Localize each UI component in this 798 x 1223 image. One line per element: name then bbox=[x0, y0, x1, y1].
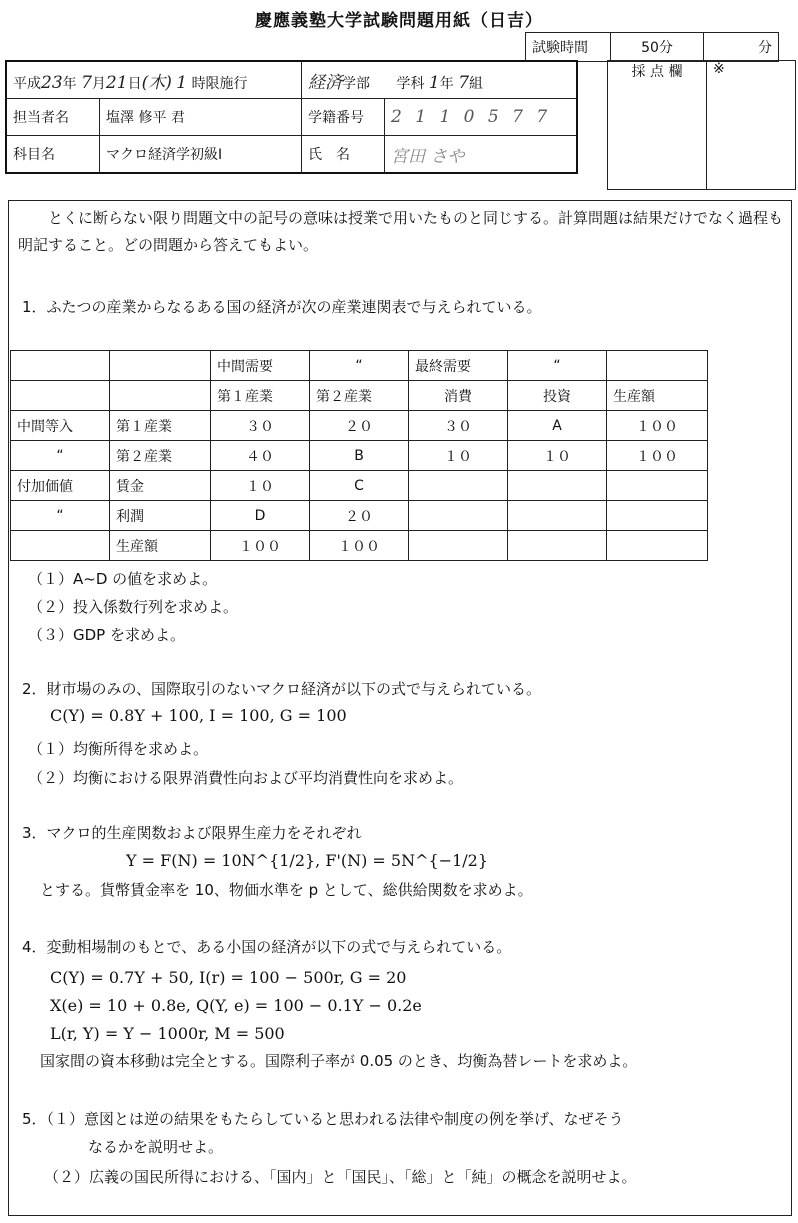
time-unit: 分 bbox=[704, 33, 779, 62]
name-handwritten: 宮田 さや bbox=[385, 136, 578, 174]
q4-tail: 国家間の資本移動は完全とする。国際利子率が 0.05 のとき、均衡為替レートを求めよ。 bbox=[40, 1052, 638, 1070]
table-row: 付加価値 賃金 １０ C bbox=[11, 471, 708, 501]
table-row: 生産額 １００ １００ bbox=[11, 531, 708, 561]
period-handwritten: 1 bbox=[176, 72, 188, 93]
student-no-handwritten: 2 1 1 0 5 7 7 bbox=[385, 99, 578, 136]
exam-time-box bbox=[525, 32, 779, 62]
q5-sub1: 5．（１）意図とは逆の結果をもたらしていると思われる法律や制度の例を挙げ、なぜそう bbox=[22, 1110, 624, 1128]
q4-text: 4．変動相場制のもとで、ある小国の経済が以下の式で与えられている。 bbox=[22, 938, 512, 956]
faculty-handwritten: 経済 bbox=[308, 72, 342, 93]
q3-equation: Y = F(N) = 10N^{1/2}, F'(N) = 5N^{−1/2} bbox=[126, 851, 489, 870]
weekday-handwritten: (木) bbox=[141, 72, 172, 93]
student-no-label: 学籍番号 bbox=[302, 99, 385, 136]
q5-sub2: （２）広義の国民所得における、「国内」と「国民」、「総」と「純」の概念を説明せよ。 bbox=[44, 1168, 637, 1186]
subject-label: 科目名 bbox=[6, 136, 100, 174]
q2-subquestions: （１）均衡所得を求めよ。 （２）均衡における限界消費性向および平均消費性向を求めよ。 bbox=[28, 740, 464, 787]
teacher-name: 塩澤 修平 君 bbox=[100, 99, 302, 136]
instructions: とくに断らない限り問題文中の記号の意味は授業で用いたものと同じする。計算問題は結果だけでなく過程も明記すること。どの問題から答えてもよい。 bbox=[18, 209, 784, 254]
class-handwritten: 7 bbox=[458, 72, 470, 93]
q2-equation: C(Y) = 0.8Y + 100, I = 100, G = 100 bbox=[50, 706, 347, 725]
io-table: 中間需要 “ 最終需要 “ 第１産業 第２産業 消費 投資 生産額 中間等入 第１産業 ３０ ２０ ３０ A １００ “ 第２産業 ４０ B １０ １０ １００ 付加価値 賃金 １０ C “ 利潤 D ２０ 生産額 １００ １００ bbox=[10, 350, 708, 561]
student-info-table bbox=[5, 60, 578, 174]
day-handwritten: 21 bbox=[105, 72, 128, 93]
date-cell: 平成23年 7月21日(木) 1 時限施行 bbox=[6, 61, 302, 99]
month-handwritten: 7 bbox=[81, 72, 92, 93]
table-row: “ 利潤 D ２０ bbox=[11, 501, 708, 531]
q1-text: 1．ふたつの産業からなるある国の経済が次の産業連関表で与えられている。 bbox=[22, 298, 542, 316]
page-title: 慶應義塾大学試験問題用紙（日吉） bbox=[255, 11, 543, 31]
name-label: 氏 名 bbox=[302, 136, 385, 174]
score-box bbox=[607, 60, 796, 190]
grade-handwritten: 1 bbox=[428, 72, 440, 93]
q5-sub1-cont: なるかを説明せよ。 bbox=[88, 1138, 224, 1156]
score-label: 採 点 欄 bbox=[608, 61, 707, 190]
score-mark: ※ bbox=[707, 61, 796, 190]
time-value: 50分 bbox=[611, 33, 704, 62]
teacher-label: 担当者名 bbox=[6, 99, 100, 136]
year-handwritten: 23 bbox=[41, 72, 63, 93]
time-label: 試験時間 bbox=[526, 33, 611, 62]
q3-tail: とする。貨幣賃金率を 10、物価水準を p として、総供給関数を求めよ。 bbox=[40, 881, 533, 899]
io-header-intermediate: 中間需要 bbox=[211, 351, 310, 381]
q3-text: 3．マクロ的生産関数および限界生産力をそれぞれ bbox=[22, 824, 362, 842]
subject-name: マクロ経済学初級Ⅰ bbox=[100, 136, 302, 174]
table-row: “ 第２産業 ４０ B １０ １０ １００ bbox=[11, 441, 708, 471]
table-row: 中間等入 第１産業 ３０ ２０ ３０ A １００ bbox=[11, 411, 708, 441]
q1-subquestions: （１）A~D の値を求めよ。 （２）投入係数行列を求めよ。 （３）GDP を求めよ。 bbox=[28, 570, 239, 644]
faculty-cell: 経済学部 学科 1年 7組 bbox=[302, 61, 578, 99]
q4-equations: C(Y) = 0.7Y + 50, I(r) = 100 − 500r, G = 20 X(e) = 10 + 0.8e, Q(Y, e) = 100 − 0.1Y − 0.2e L(r, Y) = Y − 1000r, M = 500 bbox=[50, 968, 422, 1043]
q2-text: 2．財市場のみの、国際取引のないマクロ経済が以下の式で与えられている。 bbox=[22, 680, 541, 698]
io-header-final: 最終需要 bbox=[409, 351, 508, 381]
